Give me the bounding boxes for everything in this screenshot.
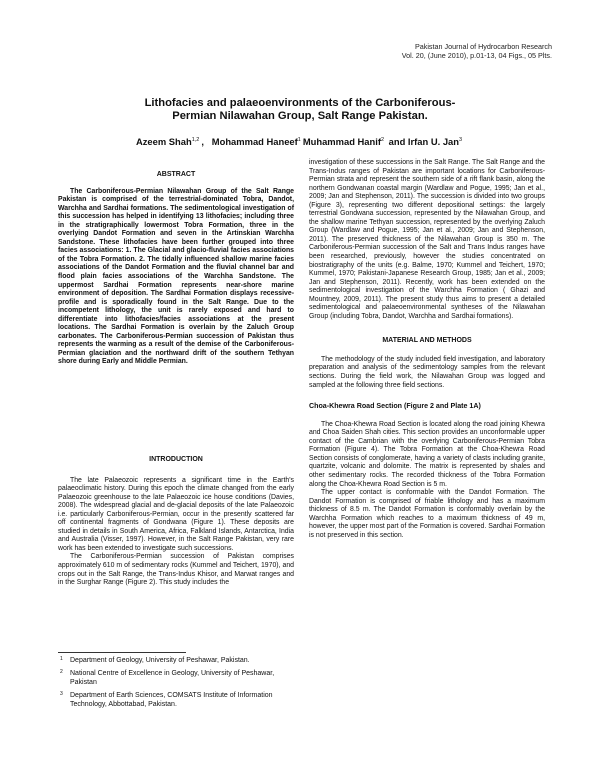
author-3: Muhammad Hanif$^2$ and <box>302 136 406 147</box>
author-1: Azeem Shah$^{1,2}$ , <box>135 136 204 147</box>
choa-khewra-paragraph-2: The upper contact is conformable with the Dandot Formation. The Dandot Formation is comprised of friable lithology and has a maximum thickness of 8.5 m. The Dandot Formation is conformably overlain by the Warchha Formation which reaches to a maximum thickness of 49 m, however, the upper most part of the Formation is covered. Sardhai Formation is not preserved in this section. <box>309 489 545 539</box>
introduction-paragraph-2: The Carboniferous-Permian succession of Pakistan comprises approximately 610 m of sedimentary rocks (Kummel and Teichert, 1970), and crops out in the Salt Range, the Trans-Indus Khisor, and Marwat ranges and in the Surghar Range (Figure 2). This study includes the <box>58 553 294 587</box>
methods-heading: MATERIAL AND METHODS <box>382 337 472 345</box>
introduction-paragraph-1: The late Palaeozoic represents a significant time in the Earth's palaeoclimatic history. During this epoch the climate changed from the early Palaeozoic greenhouse to the late Palaeozoic ice house conditions (Davies, 2008). The widespread glacial and de-glacial deposits of the late Palaeozoic i.e. particularly Carboniferous-Permian, occur in the presently scattered far off continental fragments of Gondwana (Figure 1). These deposits are studied in details in South America, Africa, Falkland Islands, Antarctica, India and Australia (Visser, 1997). However, in the Salt Range Pakistan, very rare work has been extended to investigate such successions. <box>58 476 294 552</box>
journal-volume-info: Vol. 20, (June 2010), p.01-13, 04 Figs., 05 Plts. <box>401 51 552 60</box>
abstract-text: The Carboniferous-Permian Nilawahan Group of the Salt Range Pakistan is comprised of the terrestrial-dominated Tobra, Dandot, Warchha and Sardhai formations. The sedimentological investigation of this succession has helped in identifying 13 lithofacies; including three in the stratigraphically lowermost Tobra Formation, three in the overlying Dandot Formation and seven in the Artinskian Warchha Sandstone. These lithofacies have been further grouped into three facies associations: 1. The Glacial and glacio-fluvial facies associations of the Tobra Formation. 2. The tidally influenced shallow marine facies associations of the Dandot Formation and the fluvial channel bar and flood plain facies associations of the Warchha Sandstone. The uppermost Sardhai Formation represents near-shore marine environment of deposition. The Sardhai Formation displays recessive- profile and is sporadically found in the Salt Range. Due to the incompetent lithology, the unit is rarely exposed and hard to differentiate into lithofacies/facies associations at the present locations. The Sardhai Formation is overlain by the Zaluch Group carbonates. The Carboniferous-Permian succession of Pakistan thus represents the warming as a result of the demise of the Carboniferous-Permian glaciation and the northward drift of the southern Tethyan shore during Early and Middle Permian. <box>58 187 294 366</box>
author-4: Irfan U. Jan$^3$ <box>407 136 463 147</box>
footnotes <box>58 656 298 709</box>
methods-paragraph: The methodology of the study included field investigation, and laboratory preparation and analysis of the sedimentology samples from the relevant sections. During the field work, the Nilawahan Group was logged and sampled at the following three field sections. <box>309 355 545 389</box>
choa-khewra-heading: Choa-Khewra Road Section (Figure 2 and Plate 1A) <box>309 402 481 411</box>
abstract-section <box>58 171 294 367</box>
title-line-2: Permian Nilawahan Group, Salt Range Pakistan. <box>172 110 428 122</box>
footnote-1: 1 Department of Geology, University of Peshawar, Pakistan. <box>60 656 250 664</box>
right-column <box>309 159 545 540</box>
paper-title <box>60 97 540 123</box>
abstract-heading: ABSTRACT <box>156 171 196 178</box>
author-list <box>60 136 540 147</box>
footnote-divider <box>58 652 186 653</box>
journal-header <box>402 42 552 60</box>
footnote-3: 3 Department of Earth Sciences, COMSATS Institute of Information Technology, Abbottabad, Pakistan. <box>60 691 273 708</box>
title-line-1: Lithofacies and palaeoenvironments of the Carboniferous- <box>144 97 456 109</box>
author-2: Mohammad Haneef$^1$ <box>211 136 301 147</box>
introduction-continued: investigation of these successions in the Salt Range. The Salt Range and the Trans-Indus ranges of Pakistan are important locations for Carboniferous-Permian strata and represent the southern side of a rift flank basin, along the northern Gondwanan coastal margin (Wardlaw and Pogue, 1995; Jan et al., 2009; Jan and Stephenson, 2011). The succession is divided into two groups (Figure 3), representing two different depositional settings: the largely terrestrial Gondwana succession, represented by the Nilawahan Group, and the shallow marine Tethyan succession, represented by the overlying Zaluch Group (Wardlaw and Pogue, 1995; Jan et al., 2009; Jan and Stephenson, 2011). The preserved thickness of the Nilawahan Group is 350 m. The Carboniferous-Permian succession of the Salt and Trans Indus ranges have been researched, previously, however the studies concentrated on biostratigraphy of the units (e.g. Balme, 1970; Kummel and Teichert, 1970; Kummel, 1970; Pakistani-Japanese Research Group, 1985; Jan et al., 2009; Jan and Stephenson, 2011). Recently, work has been extended on the sedimentological investigation of the Warchha Formation ( Ghazi and Mountney, 2009, 2011). The present study thus aims to present a detailed sedimentological and palaeoenvironmental syntheses of the Nilawahan Group (including Tobra, Dandot, Warchha and Sardhai formations). <box>309 159 545 320</box>
introduction-heading: INTRODUCTION <box>149 456 203 463</box>
choa-khewra-paragraph-1: The Choa-Khewra Road Section is located along the road joining Khewra and Choa Saiden Shah cities. This section provides an unconformable upper contact of the Cambrian with the overlying Carboniferous-Permian Tobra Formation (Figure 4). The Tobra Formation at the Choa-Khewra Road Section consists of conglomerate, having a variety of clasts including granite, quartzite, volcanic and dolomite. The matrix is represented by shales and other sedimentary rocks. The recorded thickness of the Tobra Formation along the Choa-Khewra Road Section is 5 m. <box>309 420 545 488</box>
footnote-2: 2 National Centre of Excellence in Geology, University of Peshawar, Pakistan <box>60 669 275 686</box>
introduction-section <box>58 456 294 588</box>
journal-name: Pakistan Journal of Hydrocarbon Research <box>414 42 552 51</box>
